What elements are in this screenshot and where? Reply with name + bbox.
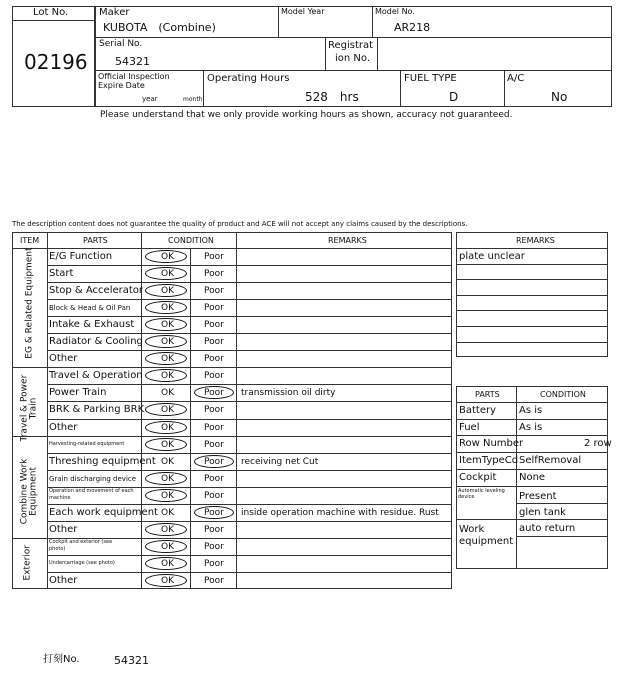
- part-label-line2: photo): [49, 545, 66, 552]
- month-label: month: [183, 96, 203, 103]
- remark-text: receiving net Cut: [241, 456, 319, 467]
- group-label-combine-work-line2: Equipment: [29, 467, 39, 516]
- part-label: Threshing equipment: [49, 455, 156, 467]
- parts-row-value: None: [519, 472, 546, 483]
- group-label-combine-work: [21, 440, 40, 542]
- part-label: Start: [49, 268, 74, 280]
- poor-option: Poor: [204, 541, 224, 552]
- part-label: Other: [49, 523, 78, 535]
- part-label: Radiator & Cooling: [49, 336, 143, 348]
- parts-row-value: SelfRemoval: [519, 455, 582, 466]
- parts-row-label-line2: device: [458, 494, 475, 500]
- parts-row-value-line1: glen tank: [519, 507, 566, 518]
- ok-selected-marker: [145, 523, 187, 536]
- model-no-value: AR218: [394, 21, 431, 34]
- ok-option: OK: [161, 286, 174, 297]
- ok-option: OK: [161, 422, 174, 433]
- ok-selected-marker: [145, 267, 187, 280]
- part-label-line1: Operation and movement of each: [49, 487, 134, 494]
- ok-selected-marker: [145, 250, 187, 263]
- parts-row-value: As is: [519, 405, 543, 416]
- stamp-no-value: 54321: [114, 654, 149, 667]
- ok-selected-marker: [145, 438, 187, 451]
- ok-option: OK: [161, 371, 174, 382]
- parts-row-value-line2: auto return: [519, 523, 576, 534]
- poor-option: Poor: [204, 354, 224, 365]
- header-remarks: REMARKS: [328, 236, 367, 245]
- poor-option: Poor: [204, 337, 224, 348]
- ok-option: OK: [161, 269, 174, 280]
- part-label: Other: [49, 421, 78, 433]
- parts-table-header-parts: PARTS: [475, 390, 500, 399]
- group-label-travel-power-line1: Travel & Power: [19, 374, 30, 442]
- ok-option: OK: [161, 507, 174, 518]
- lot-number: 02196: [24, 50, 88, 74]
- part-label: Travel & Operation: [49, 370, 143, 382]
- ok-option: OK: [161, 541, 174, 552]
- part-label: Harvesting-related equipment: [49, 440, 125, 447]
- poor-option: Poor: [204, 575, 224, 586]
- ok-option: OK: [161, 320, 174, 331]
- part-label: Stop & Accelerator: [49, 285, 144, 297]
- lot-label: Lot No.: [33, 7, 69, 18]
- part-label: Grain discharging device: [49, 474, 137, 483]
- operating-hours-value: 528 hrs: [305, 90, 359, 104]
- ok-option: OK: [161, 388, 174, 399]
- part-label: Each work equipment: [49, 506, 158, 518]
- ok-option: OK: [161, 303, 174, 314]
- ac-value: No: [551, 90, 568, 104]
- part-label: Intake & Exhaust: [49, 319, 135, 331]
- poor-option: Poor: [204, 558, 224, 569]
- ok-option: OK: [161, 439, 174, 450]
- registration-label-line2: ion No.: [335, 53, 371, 64]
- parts-row-label-line2: equipment: [459, 536, 514, 547]
- poor-selected-marker: [194, 455, 234, 468]
- group-label-combine-work-line1: Combine Work: [19, 458, 30, 525]
- ok-option: OK: [161, 524, 174, 535]
- part-label-line1: Cockpit and exterior (see: [49, 538, 113, 545]
- parts-row-label: Fuel: [459, 422, 480, 433]
- poor-option: Poor: [204, 303, 224, 314]
- fuel-type-value: D: [449, 90, 459, 104]
- ok-selected-marker: [145, 472, 187, 485]
- ok-option: OK: [161, 558, 174, 569]
- parts-row-label: ItemTypeCd: [459, 455, 519, 466]
- ok-option: OK: [161, 337, 174, 348]
- parts-table-header-condition: CONDITION: [540, 390, 586, 399]
- poor-option: Poor: [204, 371, 224, 382]
- year-label: year: [142, 95, 158, 103]
- serial-label: Serial No.: [99, 39, 143, 49]
- serial-value: 54321: [115, 55, 150, 68]
- poor-option: Poor: [204, 320, 224, 331]
- ok-selected-marker: [145, 574, 187, 587]
- maker-value: KUBOTA (Combine): [103, 21, 216, 34]
- group-label-travel-power: [21, 375, 40, 441]
- parts-row-value: 2 row: [584, 438, 612, 449]
- ok-option: OK: [161, 456, 174, 467]
- inspection-label-line2: Expire Date: [98, 81, 145, 90]
- model-year-label: Model Year: [281, 7, 325, 16]
- part-label: Other: [49, 353, 78, 365]
- poor-option: Poor: [204, 269, 224, 280]
- ok-option: OK: [161, 354, 174, 365]
- registration-label-line1: Registrat: [328, 40, 374, 51]
- remarks-table-header: REMARKS: [516, 236, 555, 245]
- part-label: Block & Head & Oil Pan: [49, 304, 131, 313]
- maker-label: Maker: [99, 7, 130, 18]
- part-label: Other: [49, 574, 78, 586]
- part-label: Undercarriage (see photo): [49, 559, 115, 566]
- ok-selected-marker: [145, 540, 187, 553]
- inspection-label-line1: Official Inspection: [98, 72, 170, 81]
- disclaimer-text: The description content does not guarantee the quality of product and ACE will not accept any claims caused by the descriptions.: [12, 220, 468, 228]
- group-label-eg-related: EG & Related Equipment: [24, 247, 35, 359]
- ok-option: OK: [161, 490, 174, 501]
- poor-option: Poor: [204, 524, 224, 535]
- group-label-exterior: Exterior: [22, 544, 33, 581]
- ok-option: OK: [161, 405, 174, 416]
- parts-row-label: Cockpit: [459, 472, 497, 483]
- parts-row-label: Battery: [459, 405, 497, 416]
- poor-option: Poor: [204, 456, 224, 467]
- poor-option: Poor: [204, 405, 224, 416]
- group-label-travel-power-line2: Train: [29, 397, 39, 420]
- ok-option: OK: [161, 575, 174, 586]
- operating-hours-label: Operating Hours: [207, 73, 290, 84]
- ok-option: OK: [161, 473, 174, 484]
- header-condition: CONDITION: [168, 236, 214, 245]
- poor-option: Poor: [204, 490, 224, 501]
- header-item: ITEM: [20, 236, 40, 245]
- ok-selected-marker: [145, 489, 187, 502]
- poor-option: Poor: [204, 252, 224, 262]
- poor-option: Poor: [204, 422, 224, 433]
- poor-option: Poor: [204, 473, 224, 484]
- parts-row-label-line1: Automatic leveling: [458, 488, 505, 494]
- stamp-no-label: 打刻No.: [43, 654, 80, 665]
- ok-selected-marker: [145, 421, 187, 434]
- part-label-line2: machine: [49, 494, 71, 501]
- remark-text: transmission oil dirty: [241, 388, 336, 399]
- model-no-label: Model No.: [375, 7, 415, 16]
- part-label: BRK & Parking BRK: [49, 404, 145, 416]
- part-label: E/G Function: [49, 251, 113, 262]
- ac-label: A/C: [507, 73, 525, 84]
- parts-row-label-line1: Work: [459, 524, 485, 535]
- fuel-type-label: FUEL TYPE: [404, 73, 457, 84]
- ok-selected-marker: [145, 557, 187, 570]
- remark-text: inside operation machine with residue. Rust: [241, 507, 439, 518]
- parts-row-label: Row Number: [459, 438, 524, 449]
- poor-selected-marker: [194, 506, 234, 519]
- ok-option: OK: [161, 252, 174, 262]
- hours-notice: Please understand that we only provide working hours as shown, accuracy not guaranteed.: [100, 110, 513, 120]
- poor-option: Poor: [204, 507, 224, 518]
- poor-option: Poor: [204, 388, 224, 399]
- ok-selected-marker: [145, 284, 187, 297]
- parts-row-value: Present: [519, 491, 557, 502]
- remarks-row-text: plate unclear: [459, 251, 525, 262]
- poor-option: Poor: [204, 286, 224, 297]
- poor-option: Poor: [204, 439, 224, 450]
- header-parts: PARTS: [83, 236, 108, 245]
- part-label: Power Train: [49, 387, 107, 399]
- parts-row-value: As is: [519, 422, 543, 433]
